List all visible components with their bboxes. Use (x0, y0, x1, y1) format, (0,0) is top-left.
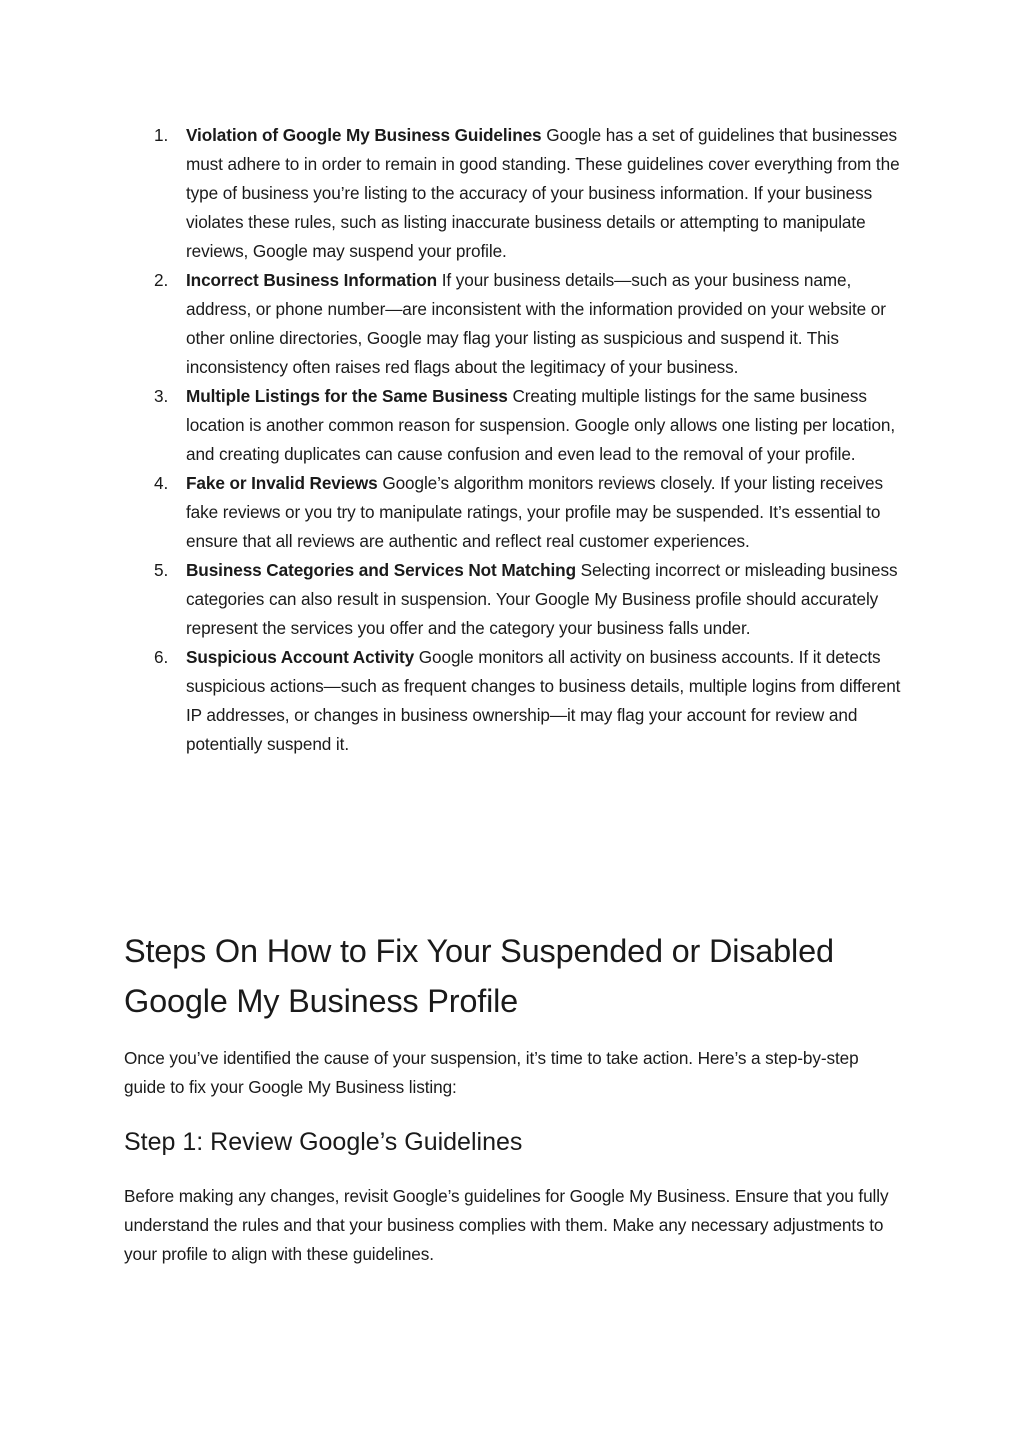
list-item (124, 266, 904, 382)
list-item-number: 6. (154, 647, 169, 667)
list-item (124, 469, 904, 556)
list-item (124, 382, 904, 469)
list-item-title: Business Categories and Services Not Matching (186, 560, 581, 580)
list-item-title: Multiple Listings for the Same Business (186, 386, 513, 406)
list-item-body: Google’s algorithm monitors reviews closely. If your listing receives fake reviews or you try to manipulate ratings, your profile may be suspended. It’s essential to ensure that all reviews are authentic and reflect real customer experiences. (186, 473, 883, 551)
list-item-body: If your business details—such as your business name, address, or phone number—are inconsistent with the information provided on your website or other online directories, Google may flag your listing as suspicious and suspend it. This inconsistency often raises red flags about the legitimacy of your business. (186, 270, 886, 377)
list-item-number: 5. (154, 560, 169, 580)
list-item-title: Fake or Invalid Reviews (186, 473, 383, 493)
suspension-reasons-list (124, 121, 904, 759)
list-item-body: Creating multiple listings for the same business location is another common reason for suspension. Google only allows one listing per location, and creating duplicates can cause confusion and even lead to the removal of your profile. (186, 386, 896, 464)
list-item-number: 2. (154, 270, 169, 290)
list-item-title: Violation of Google My Business Guidelines (186, 125, 547, 145)
list-item-number: 1. (154, 125, 169, 145)
list-item (124, 121, 904, 266)
section-heading: Steps On How to Fix Your Suspended or Disabled Google My Business Profile (124, 933, 834, 1019)
list-item-body: Google monitors all activity on business accounts. If it detects suspicious actions—such as frequent changes to business details, multiple logins from different IP addresses, or changes in business ownership—it may flag your account for review and potentially suspend it. (186, 647, 901, 754)
list-item (124, 556, 904, 643)
list-item-title: Suspicious Account Activity (186, 647, 419, 667)
list-item-body: Selecting incorrect or misleading business categories can also result in suspension. Your Google My Business profile should accurately represent the services you offer and the category your business falls under. (186, 560, 898, 638)
step-heading: Step 1: Review Google’s Guidelines (124, 1128, 523, 1156)
list-item-number: 3. (154, 386, 169, 406)
list-item-title: Incorrect Business Information (186, 270, 442, 290)
intro-paragraph: Once you’ve identified the cause of your suspension, it’s time to take action. Here’s a step-by-step guide to fix your Google My Business listing: (124, 1048, 859, 1097)
list-item (124, 643, 904, 759)
step-paragraph: Before making any changes, revisit Google’s guidelines for Google My Business. Ensure that you fully understand the rules and that your business complies with them. Make any necessary adjustments to your profile to align with these guidelines. (124, 1186, 889, 1264)
list-item-number: 4. (154, 473, 169, 493)
list-item-body: Google has a set of guidelines that businesses must adhere to in order to remain in good standing. These guidelines cover everything from the type of business you’re listing to the accuracy of your business information. If your business violates these rules, such as listing inaccurate business details or attempting to manipulate reviews, Google may suspend your profile. (186, 125, 900, 261)
